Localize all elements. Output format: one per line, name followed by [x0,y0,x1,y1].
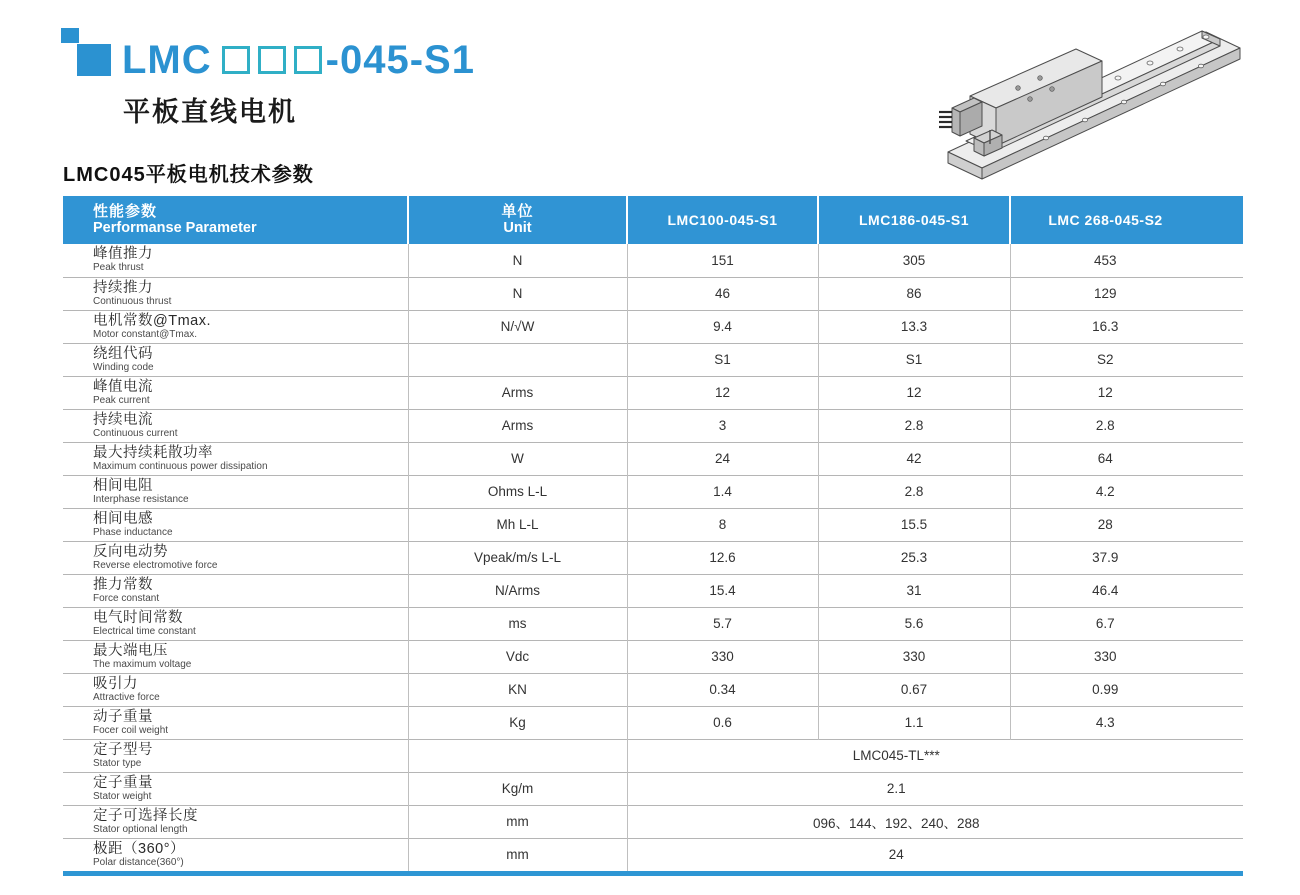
unit-cell: Kg [408,706,627,739]
header-parameter-zh: 性能参数 [93,203,158,220]
value-cell: 15.5 [818,508,1010,541]
parameter-zh-label: 定子型号 [93,741,153,758]
parameter-zh-label: 电气时间常数 [93,609,183,626]
parameter-cell [63,673,408,706]
parameter-en-label: Attractive force [93,691,160,703]
value-cell: 4.3 [1010,706,1243,739]
value-cell: 15.4 [627,574,818,607]
unit-cell: W [408,442,627,475]
value-cell: 46 [627,277,818,310]
value-cell: 37.9 [1010,541,1243,574]
value-cell: 6.7 [1010,607,1243,640]
unit-cell: N/Arms [408,574,627,607]
value-cell: 16.3 [1010,310,1243,343]
spec-row [63,442,1243,475]
spec-row [63,772,1243,805]
parameter-en-label: Force constant [93,592,160,604]
spec-table-container [63,196,1243,876]
value-cell: S2 [1010,343,1243,376]
unit-cell: mm [408,838,627,871]
value-cell: 1.4 [627,475,818,508]
parameter-en-label: Polar distance(360°) [93,856,184,868]
unit-cell: Ohms L-L [408,475,627,508]
merged-value-cell: LMC045-TL*** [627,739,1243,772]
spec-row [63,607,1243,640]
parameter-zh-label: 最大端电压 [93,642,168,659]
header-unit-en: Unit [503,220,532,236]
value-cell: 12 [627,376,818,409]
merged-value-cell: 096、144、192、240、288 [627,805,1243,838]
unit-cell: mm [408,805,627,838]
header-model-cell: LMC186-045-S1 [818,196,1010,244]
parameter-zh-label: 推力常数 [93,576,153,593]
value-cell: 4.2 [1010,475,1243,508]
parameter-cell [63,508,408,541]
unit-cell: KN [408,673,627,706]
linear-motor-isometric-drawing [918,0,1300,196]
parameter-en-label: Reverse electromotive force [93,559,218,571]
spec-row [63,706,1243,739]
parameter-cell [63,706,408,739]
parameter-en-label: Winding code [93,361,154,373]
parameter-zh-label: 定子重量 [93,774,153,791]
header-model-cell: LMC 268-045-S2 [1010,196,1243,244]
parameter-cell [63,640,408,673]
model-prefix: LMC [122,37,212,82]
value-cell: 453 [1093,252,1117,268]
unit-cell [408,739,627,772]
spec-table [63,196,1243,871]
header-unit-zh: 单位 [501,203,534,220]
parameter-zh-label: 峰值电流 [93,378,153,395]
header-unit-cell [408,196,627,244]
value-cell: 2.8 [818,409,1010,442]
value-cell: 5.6 [818,607,1010,640]
value-cell: 12 [818,376,1010,409]
unit-cell [408,343,627,376]
spec-row [63,805,1243,838]
value-cell: S1 [627,343,818,376]
merged-value-cell: 2.1 [627,772,1243,805]
value-cell: 46.4 [1010,574,1243,607]
parameter-cell [63,343,408,376]
spec-row [63,277,1243,310]
value-cell: 13.3 [818,310,1010,343]
value-cell: 64 [1010,442,1243,475]
parameter-en-label: Focer coil weight [93,724,169,736]
parameter-en-label: Maximum continuous power dissipation [93,460,268,472]
unit-cell: Vpeak/m/s L-L [408,541,627,574]
unit-cell: N [408,277,627,310]
parameter-en-label: Continuous current [93,427,178,439]
value-cell: 25.3 [818,541,1010,574]
value-cell: 330 [1010,640,1243,673]
merged-value-cell: 24 [627,838,1243,871]
unit-cell: Kg/m [408,772,627,805]
spec-row [63,508,1243,541]
spec-row [63,838,1243,871]
parameter-cell [63,475,408,508]
unit-cell: ms [408,607,627,640]
parameter-en-label: Interphase resistance [93,493,189,505]
spec-table-header [63,196,1243,244]
unit-cell: N/√W [408,310,627,343]
unit-cell: Arms [408,376,627,409]
spec-table-body [63,244,1243,871]
parameter-cell [63,574,408,607]
parameter-en-label: Stator weight [93,790,152,802]
parameter-zh-label: 持续电流 [93,411,153,428]
spec-row [63,244,1243,277]
product-model-title [122,34,475,86]
parameter-cell [63,376,408,409]
parameter-zh-label: 相间电阻 [93,477,153,494]
section-heading: LMC045平板电机技术参数 [63,164,314,186]
header-model-cell: LMC100-045-S1 [627,196,818,244]
value-cell: 2.8 [818,475,1010,508]
spec-row [63,310,1243,343]
spec-row [63,574,1243,607]
spec-row [63,343,1243,376]
parameter-en-label: The maximum voltage [93,658,192,670]
parameter-cell [63,607,408,640]
spec-row [63,640,1243,673]
value-cell: 9.4 [627,310,818,343]
parameter-en-label: Motor constant@Tmax. [93,328,198,340]
value-cell: 12 [1010,376,1243,409]
value-cell: 5.7 [627,607,818,640]
model-suffix: -045-S1 [325,37,475,82]
table-bottom-accent-bar [63,871,1243,876]
logo-square-small-icon [61,28,79,43]
unit-cell: Arms [408,409,627,442]
value-cell: 3 [627,409,818,442]
parameter-cell [63,310,408,343]
spec-row [63,376,1243,409]
parameter-cell [63,772,408,805]
parameter-zh-label: 峰值推力 [93,246,153,263]
parameter-zh-label: 反向电动势 [93,543,168,560]
value-cell: 305 [818,244,1010,277]
value-cell: 0.99 [1010,673,1243,706]
value-cell: 2.8 [1010,409,1243,442]
parameter-zh-label: 最大持续耗散功率 [93,444,213,461]
value-cell: 0.6 [627,706,818,739]
value-cell: 24 [627,442,818,475]
model-placeholder-box-icon [294,46,322,74]
value-cell: 330 [818,640,1010,673]
value-cell: 42 [818,442,1010,475]
value-cell: 151 [627,244,818,277]
parameter-en-label: Peak current [93,394,150,406]
parameter-cell [63,442,408,475]
value-cell: 12.6 [627,541,818,574]
parameter-zh-label: 动子重量 [93,708,153,725]
unit-cell: Mh L-L [408,508,627,541]
value-cell: 330 [627,640,818,673]
value-cell: 0.67 [818,673,1010,706]
product-subtitle: 平板直线电机 [123,97,297,127]
value-cell: 31 [818,574,1010,607]
model-placeholder-boxes [212,38,326,83]
spec-row [63,673,1243,706]
parameter-zh-label: 绕组代码 [93,345,153,362]
model-placeholder-box-icon [222,46,250,74]
spec-row [63,475,1243,508]
value-cell: 1.1 [818,706,1010,739]
value-cell: 0.34 [627,673,818,706]
value-cell: S1 [818,343,1010,376]
value-cell: 129 [1010,277,1243,310]
unit-cell: Vdc [408,640,627,673]
logo-square-large-icon [77,44,111,76]
parameter-cell [63,739,408,772]
parameter-zh-label: 电机常数@Tmax. [93,312,211,329]
parameter-cell [63,805,408,838]
parameter-en-label: Phase inductance [93,526,173,538]
model-placeholder-box-icon [258,46,286,74]
unit-cell: N [408,244,627,277]
header-parameter-en: Performanse Parameter [93,220,257,236]
value-cell: 28 [1010,508,1243,541]
parameter-cell [63,838,408,871]
parameter-en-label: Continuous thrust [93,295,172,307]
spec-row [63,739,1243,772]
spec-row [63,409,1243,442]
parameter-cell [63,244,408,277]
parameter-cell [63,277,408,310]
parameter-zh-label: 极距（360°） [93,840,185,857]
parameter-cell [63,409,408,442]
parameter-en-label: Stator type [93,757,142,769]
header-parameter-cell [63,196,408,244]
parameter-zh-label: 吸引力 [93,675,138,692]
parameter-zh-label: 相间电感 [93,510,153,527]
parameter-en-label: Peak thrust [93,262,144,274]
parameter-zh-label: 持续推力 [93,279,153,296]
parameter-en-label: Stator optional length [93,823,188,835]
spec-row [63,541,1243,574]
value-cell: 8 [627,508,818,541]
value-cell: 86 [818,277,1010,310]
parameter-cell [63,541,408,574]
parameter-en-label: Electrical time constant [93,625,196,637]
parameter-zh-label: 定子可选择长度 [93,807,198,824]
